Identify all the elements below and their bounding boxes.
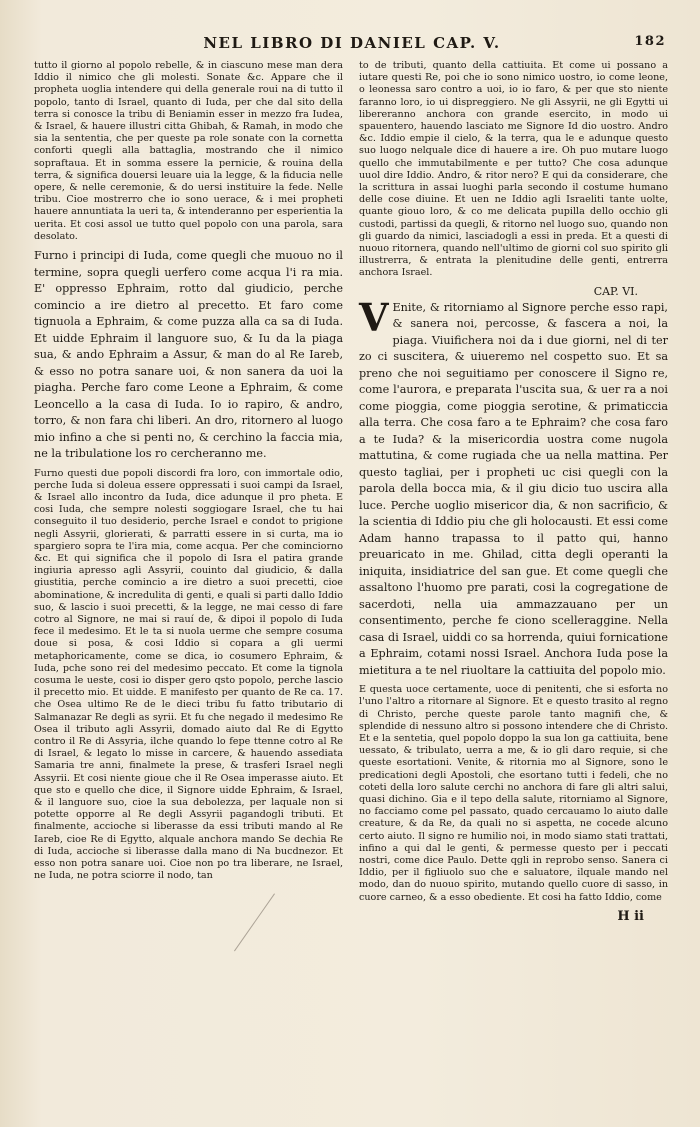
signature-mark: H ii	[617, 908, 644, 924]
scripture-paragraph-2	[359, 294, 668, 680]
scripture-paragraph-1: Furno i principi di Iuda, come quegli che muouo no il termine, sopra quegli uerfero come acqua l'i ra mia. E' oppresso Ephraim, rotto dal giudicio, perche comincio a ire dietro al precetto. Et faro come tignuola a Ephraim, & come puzza alla ca sa di Iuda. Et uidde Ephraim il languore suo, & Iu da la piaga sua, & ando Ephraim a Assur, & man do al Re Iareb, & esso no potra sanare uoi, & non sanera da uoi la piagha. Perche faro come Leone a Ephraim, & come Leoncello a la casa di Iuda. Io io rapiro, & andro, torro, & non fara chi liberi. An dro, ritornero al luogo mio infino a che si penti no, & cerchino la faccia mia, ne la tribulatione los ro cercheranno me.	[34, 249, 343, 461]
page-number: 182	[634, 34, 666, 49]
commentary-paragraph-3: to de tributi, quanto della cattiuita. Et come ui possano a iutare questi Re, poi che io sono nimico uostro, io come leone, o leonessa saro contro a uoi, io io faro, & per que sto niente faranno loro, io ui dispreggiero. Ne gli Assyrii, ne gli Egytti ui libereranno anchora con grande esercito, in modo ui spauentero, hauendo lasciato me Signore Id dio uostro. Andro &c. Iddio empie il cielo, & la terra, qua le e adunque questo suo luogo nelquale dice di hauere a ire. Oh puo mutare luogo quello che immutabilmente e per tutto? Che cosa adunque uuol dire Iddio. Andro, & ritor nero? E qui da considerare, che la scrittura in assai luoghi parla secondo il costume humano delle cose diuine. Et uen ne Iddio agli Israeliti tante uolte, quante giouo loro, & co me delicata pupilla dello occhio gli custodi, partissi da quegli, & ritorno nel luogo suo, quando non gli guardo da nimici, lasciadogli a essi in preda. Et a questi di nuouo ritornera, quando nell'ultimo de giorni col suo spirito gli illustrerra, & entrata la plenitudine delle genti, entrerra anchora Israel.	[359, 60, 668, 279]
left-column	[34, 60, 343, 924]
commentary-paragraph-1: tutto il giorno al popolo rebelle, & in ciascuno mese man dera Iddio il nimico che gli molesti. Sonate &c. Appare che il propheta uoglia intendere qui della generale roui na di tutto il popolo, tanto di Israel, quanto di Iuda, per che dal sito della terra si conosce la tribu di Beniamin esser in mezzo fra Iudea, & Israel, & hauere illustri citta Ghibah, & Ramah, in modo che sia la sententia, che per queste pa role sonate con la cornetta conforti quegli alla battaglia, mostrando che il nimico sopraftaua. Et in somma essere la pernicie, & rouina della terra, & significa douersi leuare uia la legge, & la fiducia nelle opere, & nelle ceremonie, & do uersi instituire la fede. Nelle tribu. Cioe mostrerro che io sono uerace, & i mei propheti hauere annuntiata la ueri ta, & intenderanno per esperientia la uerita. Et cosi assol ue tutto quel popolo con una parola, sara desolato.	[34, 60, 343, 242]
running-header	[34, 34, 670, 56]
drop-cap: V	[359, 294, 389, 340]
commentary-paragraph-4: E questa uoce certamente, uoce di penitenti, che si esforta no l'uno l'altro a ritornare al Signore. Et e questo trasito al regno di Christo, perche queste parole tanto magnifi che, & splendide di nessuno altro si possono intendere che di Christo. Et e la sentetia, quel popolo doppo la sua lon ga cattiuita, bene uessato, & tribulato, uerra a me, & io gli daro requie, si che queste esortationi. Venite, & ritornia mo al Signore, sono le predicationi degli Apostoli, che esortano tutti i fedeli, che no coteti della loro salute cerchi no anchora di fare gli altri salui, quasi dichino. Gia e il tepo della salute, ritorniamo al Signore, no facciamo come pel passato, quado cercauamo lo aiuto dalle creature, & da Re, da quali no si aspetta, ne cocede alcuno certo aiuto. Il signo re humilio noi, in modo siamo stati trattati, infino a qui dal le genti, & permesse questo per i peccati nostri, come dice Paulo. Dette qgli in reprobo senso. Sanera ci Iddio, per il figliuolo suo che e saluatore, ilquale mando nel modo, dan do nuouo spirito, mutando quello cuore di sasso, in cuore carneo, & a esso obediente. Et cosi ha fatto Iddio, come	[359, 684, 668, 903]
scripture-paragraph-2-text: Enite, & ritorniamo al Signore perche esso rapi, & sanera noi, percosse, & fascera a noi, la piaga. Viuifichera noi da i due giorni, nel di ter zo ci suscitera, & uiueremo nel cospetto suo. Et sa preno che noi seguitiamo per conoscere il Signo re, come l'aurora, e preparata l'uscita sua, & uer ra a noi come pioggia, come pioggia serotine, & primaticcia alla terra. Che cosa faro a te Ephraim? che cosa faro a te Iuda? & la misericordia uostra come nugola mattutina, & come rugiada che ua nella mattina. Per questo tagliai, per i propheti uc cisi quegli con la parola della bocca mia, & il giu dicio tuo uscira alla luce. Perche uoglio misericor dia, & non sacrificio, & la scientia di Iddio piu che gli holocausti. Et essi come Adam hanno trapassa to il patto qui, hanno preuaricato in me. Ghilad, citta degli operanti la iniquita, insidiatrice del san gue. Et come quegli che assaltono l'huomo pre parati, cosi la cogregatione de sacerdoti, nella uia ammazzauano per un consentimento, perche fe ciono scelleraggine. Nella casa di Israel, uiddi co sa horrenda, quiui fornicatione a Ephraim, cotami nossi Israel. Anchora Iuda pose la mietitura a te nel riuoltare la cattiuita del popolo mio.	[359, 300, 668, 677]
text-columns	[34, 60, 670, 924]
chapter-heading: CAP. VI.	[593, 284, 638, 298]
commentary-paragraph-2: Furno questi due popoli discordi fra loro, con immortale odio, perche Iuda si doleua essere oppressati i suoi campi da Israel, & Israel allo incontro da Iuda, dice adunque il pro pheta. E cosi Iuda, che sempre nolesti soggiogare Israel, che tu hai conseguito il tuo desiderio, perche Israel e condot to prigione negli Assyrii, glorierati, & parratti essere in si curta, ma io spargiero sopra te l'ira mia, come acqua. Per che cominciorno &c. Et qui significa che il popolo di Isra el patira grande ingiuria apresso agli Assyrii, couinto dal giudicio, & dalla giustitia, perche comincio a ire dietro a suoi precetti, cioe abominatione, & incredulita di genti, e quali si parti dallo Iddio suo, & lascio i suoi precetti, & la legge, ne mai cesso di fare cotro al Signore, ne mai si rauí de, & dipoi il popolo di Iuda fece il medesimo. Et le ta si nuola uerme che sempre cosuma doue si posa, & cosi Iddio si copara a gli uermi metaphoricamente, come se dica, io cosumero Ephraim, & Iuda, pche sono rei del medesimo peccato. Et come la tignola cosuma le ueste, cosi io disper gero qsto popolo, perche lascio il precetto mio. Et uidde. E manifesto per quanto de Re ca. 17. che Osea ultimo Re de le dieci tribu fu fatto tributario di Salmanazar Re degli as syrii. Et fu che negado il medesimo Re Osea il tributo agli Assyrii, domado aiuto dal Re di Egytto contro il Re di Assyria, ilche quando lo fepe ttenne cotro al Re di Israel, & legato lo misse in carcere, & hauendo assediata Samaria tre anni, finalmete la prese, & trasferi Israel negli Assyrii. Et cosi niente gioue che il Re Osea imperasse aiuto. Et que sto e quello che dice, il Signore uidde Ephraim, & Israel, & il languore suo, cioe la sua debolezza, per laquale non si potette opporre al Re degli Assyrii pagandogli tributi. Et finalmente, accioche si liberasse da essi tributi mando al Re Iareb, cioe Re di Egytto, alquale anchora mando Se dechia Re di Iuda, accioche si liberasse dalla mano di Na bucdnezor. Et esso non potra sanare uoi. Cioe non po tra liberare, ne Israel, ne Iuda, ne potra sciorre il nodo, tan	[34, 467, 343, 882]
right-column	[359, 60, 668, 924]
running-title: NEL LIBRO DI DANIEL CAP. V.	[203, 34, 501, 52]
